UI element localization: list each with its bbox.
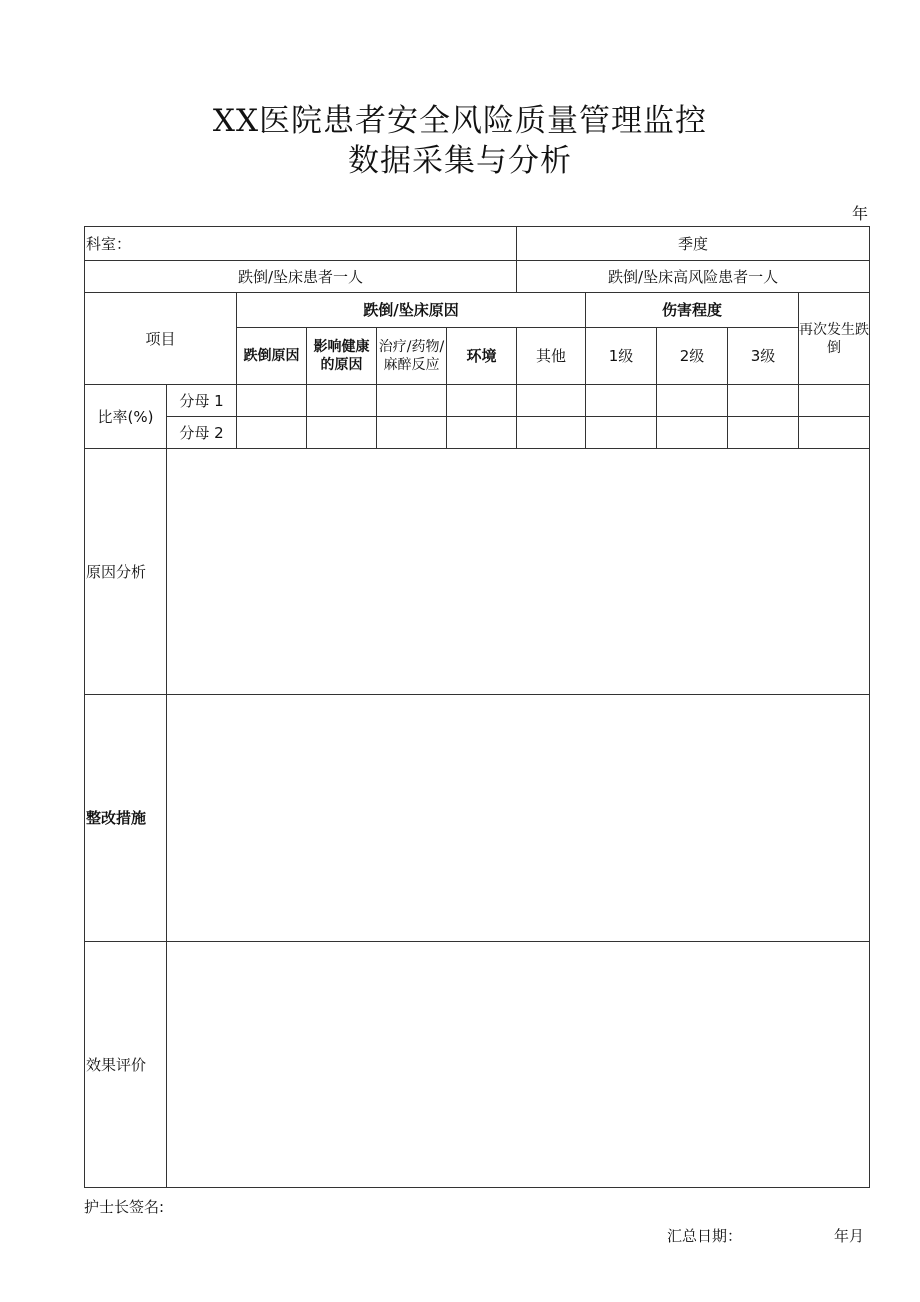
col-level-1: 1级 (586, 328, 657, 385)
effect-evaluation-field[interactable] (167, 942, 870, 1188)
col-level-2: 2级 (657, 328, 728, 385)
rate-cell[interactable] (657, 417, 728, 449)
quarter-label: 季度 (678, 234, 709, 253)
item-header: 项目 (85, 293, 237, 385)
effect-evaluation-label: 效果评价 (85, 942, 167, 1188)
denominator-1-label: 分母 1 (167, 385, 237, 417)
fall-patients-count[interactable] (85, 261, 517, 293)
rate-cell[interactable] (377, 417, 447, 449)
rate-cell[interactable] (517, 385, 586, 417)
high-risk-patients-count[interactable] (517, 261, 870, 293)
cause-analysis-label: 原因分析 (85, 449, 167, 695)
rate-cell[interactable] (586, 385, 657, 417)
rate-cell[interactable] (307, 385, 377, 417)
rate-cell[interactable] (307, 417, 377, 449)
document-title: XX医院患者安全风险质量管理监控 (212, 103, 708, 139)
rate-cell[interactable] (377, 385, 447, 417)
quarter-field[interactable] (517, 227, 870, 261)
head-nurse-signature: 护士长签名: (84, 1198, 165, 1216)
document-subtitle: 数据采集与分析 (348, 143, 572, 179)
rate-cell[interactable] (799, 417, 870, 449)
denominator-2-label: 分母 2 (167, 417, 237, 449)
rate-label: 比率(%) (85, 385, 167, 449)
rate-cell[interactable] (237, 417, 307, 449)
data-collection-table (84, 226, 870, 1188)
summary-date-label: 汇总日期： (667, 1227, 743, 1245)
fall-patients-label: 跌倒/坠床患者一人 (237, 267, 364, 286)
department-label: 科室： (86, 234, 132, 253)
rate-cell[interactable] (728, 417, 799, 449)
summary-year-month: 年月 (834, 1227, 865, 1245)
department-field[interactable] (85, 227, 517, 261)
corrective-measures-field[interactable] (167, 695, 870, 942)
cause-analysis-field[interactable] (167, 449, 870, 695)
col-fall-cause: 跌倒原因 (237, 328, 307, 385)
col-treatment-reaction: 治疗/药物/麻醉反应 (377, 328, 447, 385)
rate-cell[interactable] (799, 385, 870, 417)
col-environment: 环境 (447, 328, 517, 385)
col-level-3: 3级 (728, 328, 799, 385)
rate-cell[interactable] (447, 417, 517, 449)
rate-cell[interactable] (447, 385, 517, 417)
rate-cell[interactable] (237, 385, 307, 417)
rate-cell[interactable] (657, 385, 728, 417)
recurrence-label: 再次发生跌倒 (799, 321, 870, 356)
rate-cell[interactable] (517, 417, 586, 449)
harm-group-header: 伤害程度 (586, 293, 799, 328)
year-label: 年 (851, 204, 868, 223)
rate-cell[interactable] (586, 417, 657, 449)
corrective-measures-label: 整改措施 (85, 695, 167, 942)
col-health-cause: 影响健康的原因 (307, 328, 377, 385)
col-other: 其他 (517, 328, 586, 385)
recurrence-header (799, 293, 870, 385)
rate-cell[interactable] (728, 385, 799, 417)
cause-group-header: 跌倒/坠床原因 (237, 293, 586, 328)
high-risk-label: 跌倒/坠床高风险患者一人 (608, 267, 779, 286)
